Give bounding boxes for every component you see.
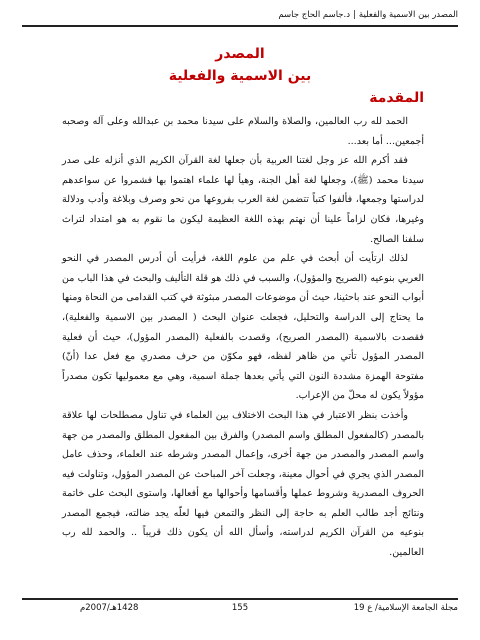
title-line-2: بين الاسمية والفعلية <box>168 68 312 84</box>
article-title <box>0 44 480 86</box>
title-line-1: المصدر <box>215 46 265 62</box>
running-footer <box>22 603 458 617</box>
footer-rule <box>22 598 458 600</box>
paragraph: فقد أكرم الله عز وجل لغتنا العربية بأن جعلها لغة القرآن الكريم الذي أنزله على صدر سيدنا محمد (ﷺ)، وجعلها لغة أهل الجنة، وهيأ لها علماء اهتموا بها فشمروا عن سواعدهم لدراستها وجمعها، فألفوا كتباً تتضمن لغة العرب بفروعها من نحو وصرف وبلاغة وأدب ودلالة وغيرها، فكان لزاماً علينا أن نهتم بهذه اللغة العظيمة ليكون ما نقوم به هو امتداد لتراث سلفنا الصالح. <box>62 155 424 245</box>
header-separator: | <box>353 10 356 20</box>
body-text <box>62 112 424 563</box>
footer-date: 1428هـ/2007م <box>80 603 139 613</box>
header-article-title: المصدر بين الاسمية والفعلية <box>358 10 458 20</box>
section-heading-introduction: المقدمة <box>369 90 424 106</box>
paragraph: وأخذت بنظر الاعتبار في هذا البحث الاختلاف بين العلماء في تناول مصطلحات لها علاقة بالمصدر (كالمفعول المطلق واسم المصدر) والفرق بين المفعول المطلق والمصدر من جهة واسم المصدر والمصدر من جهة أخرى، وإعمال المصدر وشرطه عند العلماء، وحذف عامل المصدر الذي يجري في أحوال معينة، وجعلت آخر المباحث عن المصدر المؤول، وتناولت فيه الحروف المصدرية وشروط عملها وأقسامها وأحوالها مع أفعالها، واستوى البحث على خاتمة ونتائج أجد طالب العلم به حاجة إلى النظر والتمعن فيها لعلّه يجد ضالته، فيجمع المصدر بنوعيه من القرآن الكريم لدراسته، وأسأل الله أن يكون ذلك قريباً .. والحمد لله رب العالمين. <box>62 409 424 559</box>
header-author: د.جاسم الحاج جاسم <box>278 10 351 20</box>
paragraph: الحمد لله رب العالمين، والصلاة والسلام على سيدنا محمد بن عبدالله وعلى آله وصحبه أجمعين... أما بعد... <box>62 116 424 147</box>
page-number: 155 <box>231 603 249 613</box>
paragraph: لذلك ارتأيت أن أبحث في علم من علوم اللغة، فرأيت أن أدرس المصدر في النحو العربي بنوعيه (الصريح والمؤول)، والسبب في ذلك هو قلة التأليف والبحث في هذا الباب من أبواب النحو عند باحثينا، حيث أن موضوعات المصدر مبثوثة في كتب القدامى من النحاة ومنها ما يحتاج إلى الدراسة والتحليل، فجعلت عنوان البحث ( المصدر بين الاسمية والفعلية)، فقصدت بالاسمية (المصدر الصريح)، وقصدت بالفعلية (المصدر المؤول)، حيث أن فعلية المصدر المؤول تأتي من ظاهر لفظه، فهو مكوّن من حرف مصدري مع فعل عدا (أنّ) مفتوحة الهمزة مشددة النون التي يأتي بعدها جملة اسمية، وهي مع معموليها تكون مصدراً مؤولاً يكون له محلّ من الإعراب. <box>62 253 424 402</box>
running-header <box>22 10 458 26</box>
footer-journal: مجلة الجامعة الإسلامية/ ع 19 <box>353 603 458 613</box>
header-rule <box>22 25 458 27</box>
